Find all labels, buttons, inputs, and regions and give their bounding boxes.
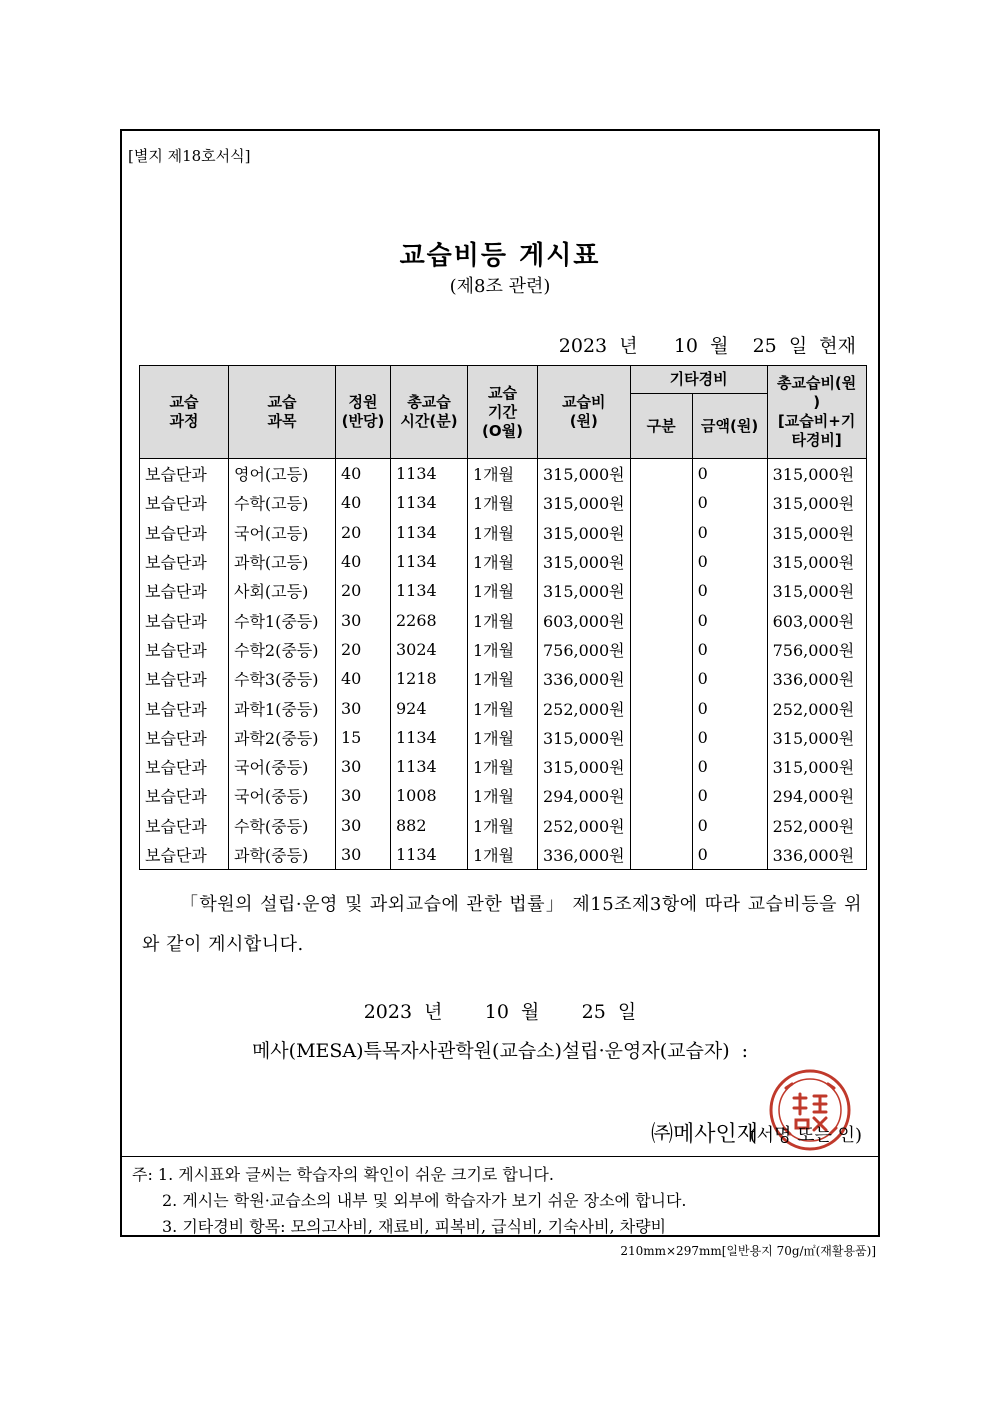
- subject-cell: 수학1(중등): [229, 605, 336, 634]
- table-row: [140, 605, 867, 634]
- table-row: [140, 518, 867, 547]
- capacity-cell: 20: [336, 635, 391, 664]
- other-amount-cell: 0: [692, 459, 767, 489]
- table-row: [140, 781, 867, 810]
- course-cell: 보습단과: [140, 635, 229, 664]
- fee-cell: 756,000원: [538, 635, 631, 664]
- subject-cell: 국어(중등): [229, 781, 336, 810]
- hours-cell: 1134: [391, 459, 468, 489]
- capacity-cell: 40: [336, 488, 391, 517]
- subject-cell: 과학(중등): [229, 840, 336, 870]
- subject-cell: 수학2(중등): [229, 635, 336, 664]
- total-cell: 252,000원: [767, 693, 866, 722]
- subject-cell: 수학(중등): [229, 811, 336, 840]
- table-row: [140, 635, 867, 664]
- total-cell: 315,000원: [767, 488, 866, 517]
- period-cell: 1개월: [468, 576, 538, 605]
- capacity-cell: 20: [336, 518, 391, 547]
- signer-name: ㈜메사인재: [650, 1122, 758, 1147]
- period-cell: 1개월: [468, 693, 538, 722]
- legal-statement: 「학원의 설립·운영 및 과외교습에 관한 법률」 제15조제3항에 따라 교습비등을 위와 같이 게시합니다.: [142, 894, 862, 955]
- total-cell: 294,000원: [767, 781, 866, 810]
- other-amount-cell: 0: [692, 664, 767, 693]
- course-cell: 보습단과: [140, 811, 229, 840]
- other-amount-cell: 0: [692, 547, 767, 576]
- subject-cell: 과학2(중등): [229, 723, 336, 752]
- other-type-cell: [630, 840, 692, 870]
- period-cell: 1개월: [468, 723, 538, 752]
- other-type-cell: [630, 576, 692, 605]
- period-cell: 1개월: [468, 664, 538, 693]
- hours-cell: 1134: [391, 488, 468, 517]
- fee-cell: 315,000원: [538, 518, 631, 547]
- table-row: [140, 811, 867, 840]
- period-cell: 1개월: [468, 635, 538, 664]
- capacity-cell: 15: [336, 723, 391, 752]
- total-cell: 315,000원: [767, 723, 866, 752]
- fee-cell: 315,000원: [538, 752, 631, 781]
- capacity-cell: 30: [336, 811, 391, 840]
- header-course: 교습 과정: [140, 366, 229, 459]
- other-amount-cell: 0: [692, 723, 767, 752]
- other-amount-cell: 0: [692, 781, 767, 810]
- table-row: [140, 664, 867, 693]
- note-item: 주: 1. 게시표와 글씨는 학습자의 확인이 쉬운 크기로 합니다.: [132, 1165, 554, 1184]
- hours-cell: 2268: [391, 605, 468, 634]
- course-cell: 보습단과: [140, 576, 229, 605]
- other-amount-cell: 0: [692, 488, 767, 517]
- capacity-cell: 30: [336, 752, 391, 781]
- fee-table: [139, 365, 867, 870]
- total-cell: 315,000원: [767, 752, 866, 781]
- table-row: [140, 488, 867, 517]
- header-other-expenses: 기타경비: [630, 366, 767, 394]
- hours-cell: 3024: [391, 635, 468, 664]
- operator-colon: :: [741, 1040, 749, 1062]
- fee-table-body: [140, 459, 867, 870]
- signature-note: (서명 또는 인): [749, 1125, 862, 1146]
- page-subtitle: (제8조 관련): [449, 276, 551, 297]
- other-type-cell: [630, 781, 692, 810]
- other-type-cell: [630, 518, 692, 547]
- other-amount-cell: 0: [692, 635, 767, 664]
- other-amount-cell: 0: [692, 752, 767, 781]
- hours-cell: 1134: [391, 752, 468, 781]
- operator-line: [122, 1036, 878, 1063]
- subject-cell: 수학(고등): [229, 488, 336, 517]
- fee-cell: 252,000원: [538, 693, 631, 722]
- fee-cell: 315,000원: [538, 723, 631, 752]
- other-amount-cell: 0: [692, 693, 767, 722]
- table-row: [140, 576, 867, 605]
- other-type-cell: [630, 547, 692, 576]
- subject-cell: 영어(고등): [229, 459, 336, 489]
- course-cell: 보습단과: [140, 693, 229, 722]
- fee-cell: 336,000원: [538, 840, 631, 870]
- header-other-amount: 금액(원): [692, 394, 767, 459]
- period-cell: 1개월: [468, 781, 538, 810]
- fee-cell: 252,000원: [538, 811, 631, 840]
- hours-cell: 1134: [391, 723, 468, 752]
- course-cell: 보습단과: [140, 723, 229, 752]
- posting-date: 2023 년 10 월 25 일 현재: [558, 335, 856, 357]
- table-row: [140, 840, 867, 870]
- course-cell: 보습단과: [140, 547, 229, 576]
- fee-cell: 315,000원: [538, 459, 631, 489]
- total-cell: 603,000원: [767, 605, 866, 634]
- hours-cell: 1134: [391, 576, 468, 605]
- fee-cell: 315,000원: [538, 547, 631, 576]
- period-cell: 1개월: [468, 518, 538, 547]
- capacity-cell: 30: [336, 605, 391, 634]
- form-label: [별지 제18호서식]: [128, 147, 251, 165]
- subject-cell: 사회(고등): [229, 576, 336, 605]
- other-type-cell: [630, 459, 692, 489]
- period-cell: 1개월: [468, 752, 538, 781]
- other-amount-cell: 0: [692, 605, 767, 634]
- capacity-cell: 30: [336, 781, 391, 810]
- capacity-cell: 30: [336, 840, 391, 870]
- other-amount-cell: 0: [692, 811, 767, 840]
- operator-label: 메사(MESA)특목자사관학원(교습소)설립·운영자(교습자): [251, 1040, 730, 1062]
- header-total-hours: 총교습 시간(분): [391, 366, 468, 459]
- period-cell: 1개월: [468, 488, 538, 517]
- hours-cell: 1218: [391, 664, 468, 693]
- total-cell: 336,000원: [767, 664, 866, 693]
- table-row: [140, 547, 867, 576]
- fee-cell: 315,000원: [538, 488, 631, 517]
- capacity-cell: 40: [336, 664, 391, 693]
- header-capacity: 정원 (반당): [336, 366, 391, 459]
- other-type-cell: [630, 752, 692, 781]
- total-cell: 315,000원: [767, 547, 866, 576]
- subject-cell: 수학3(중등): [229, 664, 336, 693]
- other-type-cell: [630, 664, 692, 693]
- course-cell: 보습단과: [140, 518, 229, 547]
- capacity-cell: 40: [336, 547, 391, 576]
- signature-date: 2023 년 10 월 25 일: [363, 1001, 637, 1023]
- other-amount-cell: 0: [692, 518, 767, 547]
- hours-cell: 882: [391, 811, 468, 840]
- note-item: 2. 게시는 학원·교습소의 내부 및 외부에 학습자가 보기 쉬운 장소에 합니다.: [162, 1191, 687, 1210]
- form-frame: [120, 129, 880, 1237]
- subject-cell: 과학1(중등): [229, 693, 336, 722]
- other-amount-cell: 0: [692, 576, 767, 605]
- capacity-cell: 30: [336, 693, 391, 722]
- period-cell: 1개월: [468, 811, 538, 840]
- header-period: 교습 기간 (O월): [468, 366, 538, 459]
- total-cell: 756,000원: [767, 635, 866, 664]
- other-type-cell: [630, 811, 692, 840]
- other-type-cell: [630, 723, 692, 752]
- hours-cell: 1134: [391, 518, 468, 547]
- course-cell: 보습단과: [140, 488, 229, 517]
- hours-cell: 1134: [391, 547, 468, 576]
- course-cell: 보습단과: [140, 752, 229, 781]
- course-cell: 보습단과: [140, 605, 229, 634]
- header-total: 총교습비(원 ) [교습비+기 타경비]: [767, 366, 866, 459]
- total-cell: 315,000원: [767, 518, 866, 547]
- notes-section: [122, 1156, 878, 1240]
- course-cell: 보습단과: [140, 459, 229, 489]
- subject-cell: 국어(고등): [229, 518, 336, 547]
- total-cell: 315,000원: [767, 459, 866, 489]
- header-fee: 교습비 (원): [538, 366, 631, 459]
- table-row: [140, 693, 867, 722]
- capacity-cell: 40: [336, 459, 391, 489]
- other-type-cell: [630, 693, 692, 722]
- total-cell: 252,000원: [767, 811, 866, 840]
- period-cell: 1개월: [468, 605, 538, 634]
- fee-cell: 603,000원: [538, 605, 631, 634]
- capacity-cell: 20: [336, 576, 391, 605]
- other-type-cell: [630, 488, 692, 517]
- hours-cell: 924: [391, 693, 468, 722]
- note-item: 3. 기타경비 항목: 모의고사비, 재료비, 피복비, 급식비, 기숙사비, 차량비: [162, 1217, 667, 1236]
- period-cell: 1개월: [468, 459, 538, 489]
- other-amount-cell: 0: [692, 840, 767, 870]
- subject-cell: 국어(중등): [229, 752, 336, 781]
- total-cell: 336,000원: [767, 840, 866, 870]
- hours-cell: 1134: [391, 840, 468, 870]
- table-row: [140, 459, 867, 489]
- fee-cell: 336,000원: [538, 664, 631, 693]
- hours-cell: 1008: [391, 781, 468, 810]
- page-title: 교습비등 게시표: [399, 241, 601, 271]
- fee-cell: 294,000원: [538, 781, 631, 810]
- other-type-cell: [630, 635, 692, 664]
- course-cell: 보습단과: [140, 664, 229, 693]
- paper-spec: 210mm×297mm[일반용지 70g/㎡(재활용품)]: [620, 1244, 876, 1258]
- total-cell: 315,000원: [767, 576, 866, 605]
- subject-cell: 과학(고등): [229, 547, 336, 576]
- period-cell: 1개월: [468, 840, 538, 870]
- fee-cell: 315,000원: [538, 576, 631, 605]
- other-type-cell: [630, 605, 692, 634]
- header-subject: 교습 과목: [229, 366, 336, 459]
- period-cell: 1개월: [468, 547, 538, 576]
- header-other-type: 구분: [630, 394, 692, 459]
- table-row: [140, 752, 867, 781]
- table-row: [140, 723, 867, 752]
- course-cell: 보습단과: [140, 840, 229, 870]
- course-cell: 보습단과: [140, 781, 229, 810]
